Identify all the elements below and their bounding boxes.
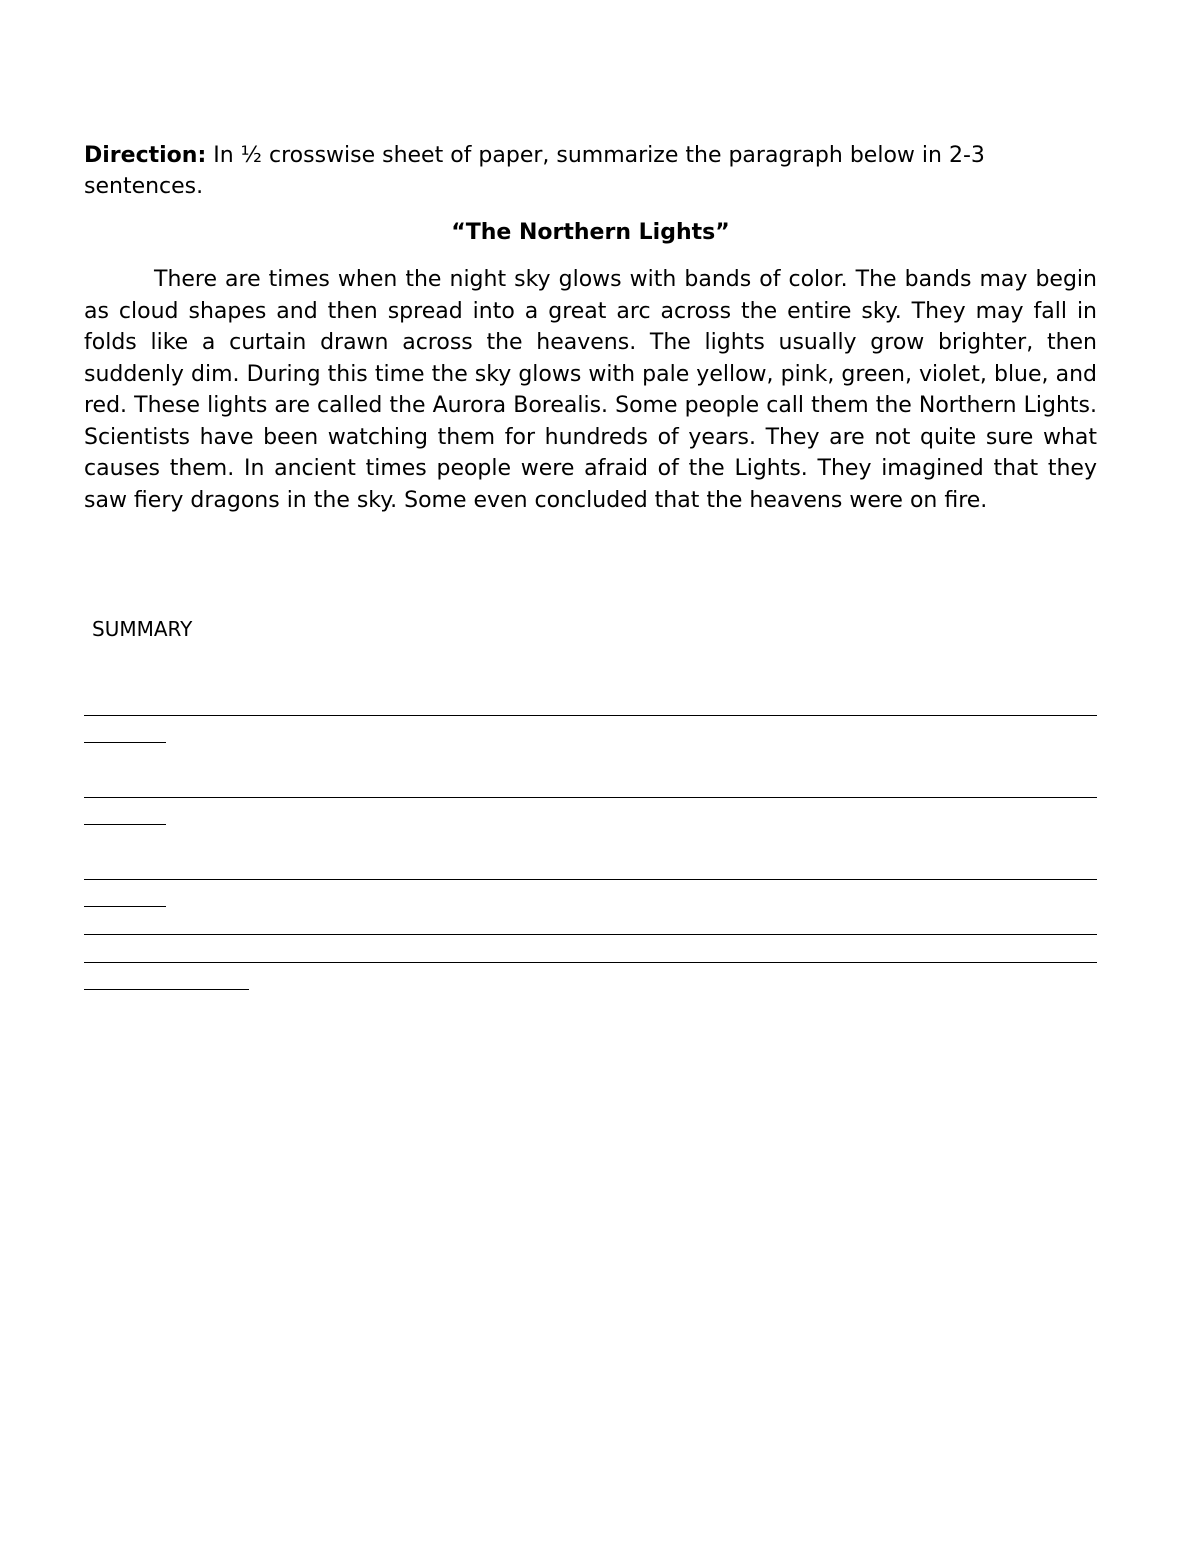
answer-line[interactable] — [84, 989, 249, 990]
answer-line[interactable] — [84, 934, 1097, 935]
passage-paragraph: There are times when the night sky glows with bands of color. The bands may begin as cloud shapes and then spread into a great arc across the entire sky. They may fall in folds like a curtain drawn across the heavens. The lights usually grow brighter, then suddenly dim. During this time the sky glows with pale yellow, pink, green, violet, blue, and red. These lights are called the Aurora Borealis. Some people call them the Northern Lights. Scientists have been watching them for hundreds of years. They are not quite sure what causes them. In ancient times people were afraid of the Lights. They imagined that they saw fiery dragons in the sky. Some even concluded that the heavens were on fire. — [84, 267, 1097, 513]
direction-paragraph — [84, 140, 1097, 202]
answer-line[interactable] — [84, 879, 1097, 880]
worksheet-content — [84, 140, 1097, 516]
answer-line[interactable] — [84, 797, 1097, 798]
answer-line[interactable] — [84, 906, 166, 907]
passage-title: “The Northern Lights” — [451, 220, 730, 245]
answer-line[interactable] — [84, 962, 1097, 963]
direction-text: In ½ crosswise sheet of paper, summarize the paragraph below in 2-3 sentences. — [84, 143, 985, 199]
direction-label: Direction: — [84, 143, 207, 168]
answer-line[interactable] — [84, 742, 166, 743]
answer-line[interactable] — [84, 824, 166, 825]
answer-line[interactable] — [84, 715, 1097, 716]
summary-label: SUMMARY — [92, 617, 193, 641]
